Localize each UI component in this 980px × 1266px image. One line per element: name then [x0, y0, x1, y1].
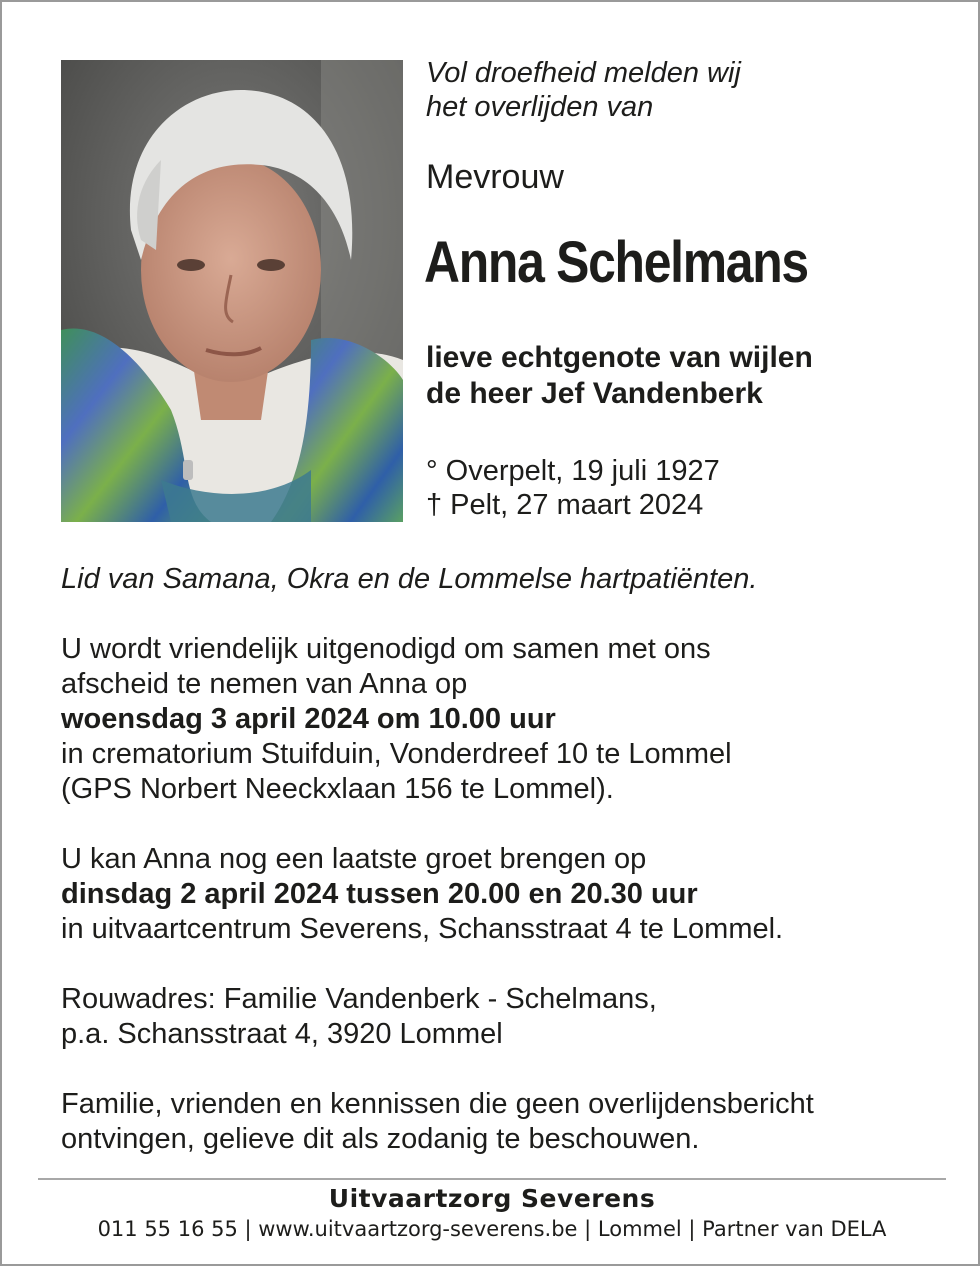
membership-text: Lid van Samana, Okra en de Lommelse hartpatiënten.	[61, 563, 758, 595]
intro-line: het overlijden van	[426, 91, 654, 123]
intro-line: Vol droefheid melden wij	[426, 57, 741, 89]
portrait-illustration	[61, 60, 403, 522]
farewell-line: U wordt vriendelijk uitgenodigd om samen met ons	[61, 633, 711, 665]
obituary-body	[61, 562, 941, 1157]
honorific: Mevrouw	[426, 158, 564, 196]
birth-date: ° Overpelt, 19 juli 1927	[426, 455, 720, 487]
deceased-name: Anna Schelmans	[424, 230, 808, 295]
farewell-gps: (GPS Norbert Neeckxlaan 156 te Lommel).	[61, 773, 614, 805]
death-date: † Pelt, 27 maart 2024	[426, 489, 704, 521]
funeral-home-name: Uitvaartzorg Severens	[328, 1184, 656, 1213]
footer-divider	[38, 1178, 946, 1180]
address-line: Rouwadres: Familie Vandenberk - Schelmans,	[61, 983, 657, 1015]
visitation-datetime	[61, 877, 941, 912]
life-dates	[426, 454, 966, 522]
farewell-line: afscheid te nemen van Anna op	[61, 668, 468, 700]
funeral-home-contact: 011 55 16 55 | www.uitvaartzorg-severens.be | Lommel | Partner van DELA	[97, 1217, 887, 1241]
farewell-datetime	[61, 702, 941, 737]
visitation-datetime-text: dinsdag 2 april 2024 tussen 20.00 en 20.30 uur	[61, 878, 698, 910]
spouse-line: de heer Jef Vandenberk	[426, 377, 763, 410]
notice-line: ontvingen, gelieve dit als zodanig te beschouwen.	[61, 1123, 700, 1155]
notice-line: Familie, vrienden en kennissen die geen overlijdensbericht	[61, 1088, 814, 1120]
farewell-location: in crematorium Stuifduin, Vonderdreef 10 te Lommel	[61, 738, 732, 770]
spouse-text	[426, 340, 966, 412]
visitation-line: U kan Anna nog een laatste groet brengen op	[61, 843, 647, 875]
spouse-line: lieve echtgenote van wijlen	[426, 341, 813, 374]
farewell-datetime-text: woensdag 3 april 2024 om 10.00 uur	[61, 703, 556, 735]
intro-text	[426, 56, 946, 124]
address-line: p.a. Schansstraat 4, 3920 Lommel	[61, 1018, 503, 1050]
portrait-photo	[61, 60, 403, 522]
visitation-location: in uitvaartcentrum Severens, Schansstraat 4 te Lommel.	[61, 913, 784, 945]
